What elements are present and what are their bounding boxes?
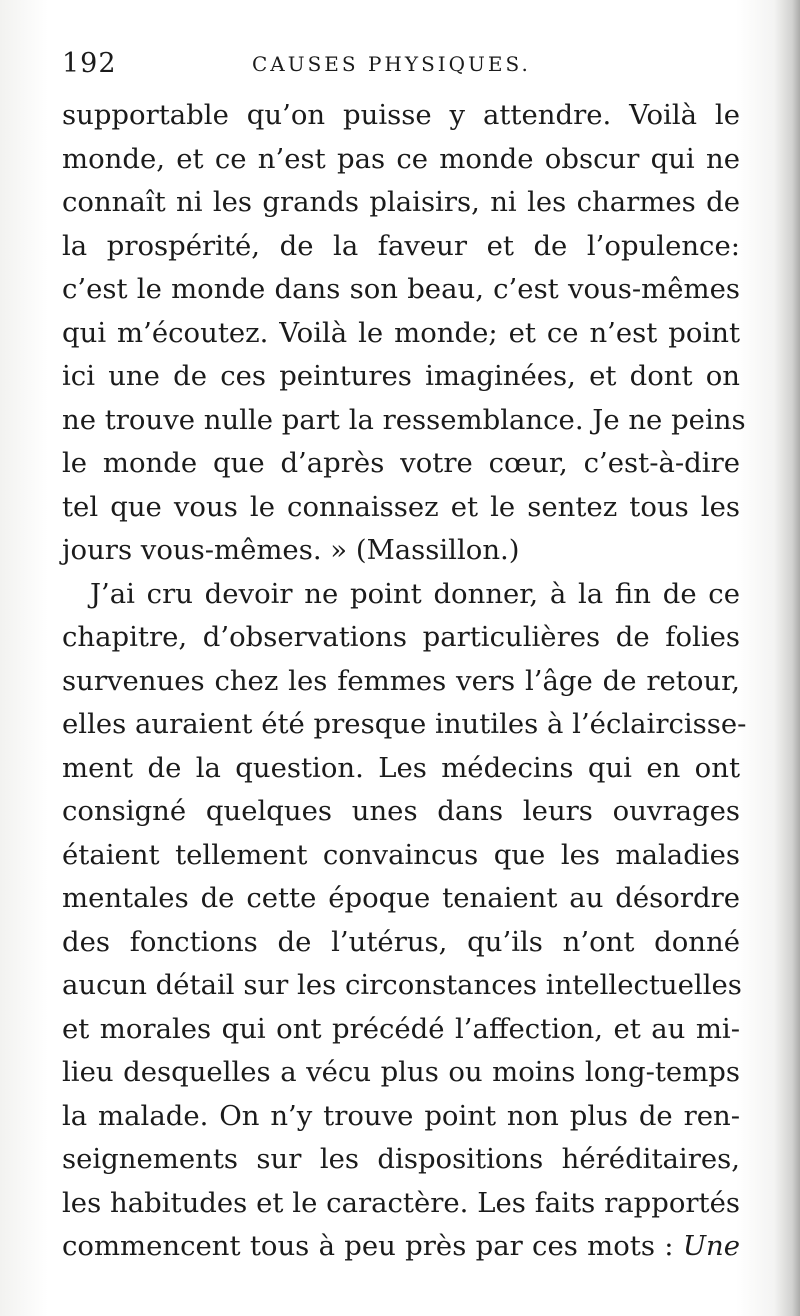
page-edge-shadow bbox=[774, 0, 800, 1316]
text-line: qui m’écoutez. Voilà le monde; et ce n’est point bbox=[62, 316, 740, 349]
text-line: mentales de cette époque tenaient au désordre bbox=[62, 882, 740, 914]
text-line: consigné quelques unes dans leurs ouvrages bbox=[62, 795, 740, 827]
text-line: des fonctions de l’utérus, qu’ils n’ont donné bbox=[62, 925, 740, 958]
text-line: seignements sur les dispositions héréditaires, bbox=[62, 1143, 740, 1175]
text-line: chapitre, d’observations particulières de folies bbox=[62, 621, 740, 653]
text-line: c’est le monde dans son beau, c’est vous-mêmes bbox=[62, 273, 740, 305]
text-line: ment de la question. Les médecins qui en ont bbox=[62, 751, 740, 784]
text-line: supportable qu’on puisse y attendre. Voilà le bbox=[62, 99, 740, 131]
text-line: jours vous-mêmes. » (Massillon.) bbox=[62, 534, 520, 566]
text-line: étaient tellement convaincus que les maladies bbox=[62, 838, 740, 871]
text-line: le monde que d’après votre cœur, c’est-à-dire bbox=[62, 447, 740, 479]
italic-word: Une bbox=[682, 1230, 740, 1262]
page-number: 192 bbox=[62, 48, 117, 79]
text-line: tel que vous le connaissez et le sentez tous les bbox=[62, 490, 740, 523]
text-line: connaît ni les grands plaisirs, ni les charmes de bbox=[62, 186, 740, 218]
text-line: la prospérité, de la faveur et de l’opulence: bbox=[62, 229, 740, 262]
text-line: les habitudes et le caractère. Les faits rapportés bbox=[62, 1186, 740, 1219]
text-line: ici une de ces peintures imaginées, et dont on bbox=[62, 360, 740, 392]
text-line: monde, et ce n’est pas ce monde obscur qui ne bbox=[62, 142, 740, 175]
text-line: elles auraient été presque inutiles à l’éclaircisse- bbox=[62, 708, 747, 740]
text-line: ne trouve nulle part la ressemblance. Je ne peins bbox=[62, 403, 746, 436]
text-line: lieu desquelles a vécu plus ou moins long-temps bbox=[62, 1056, 740, 1088]
text-line: la malade. On n’y trouve point non plus de ren- bbox=[62, 1099, 740, 1132]
text-line: survenues chez les femmes vers l’âge de retour, bbox=[62, 664, 740, 697]
text-line: aucun détail sur les circonstances intellectuelles bbox=[62, 969, 742, 1001]
text-line-last bbox=[62, 1225, 740, 1269]
running-head: CAUSES PHYSIQUES. bbox=[252, 52, 531, 76]
text-segment: commencent tous à peu près par ces mots : bbox=[62, 1230, 674, 1262]
text-line: et morales qui ont précédé l’affection, et au mi- bbox=[62, 1012, 740, 1045]
page-header bbox=[62, 44, 742, 84]
paragraph-first-line: J’ai cru devoir ne point donner, à la fin de ce bbox=[90, 577, 740, 610]
